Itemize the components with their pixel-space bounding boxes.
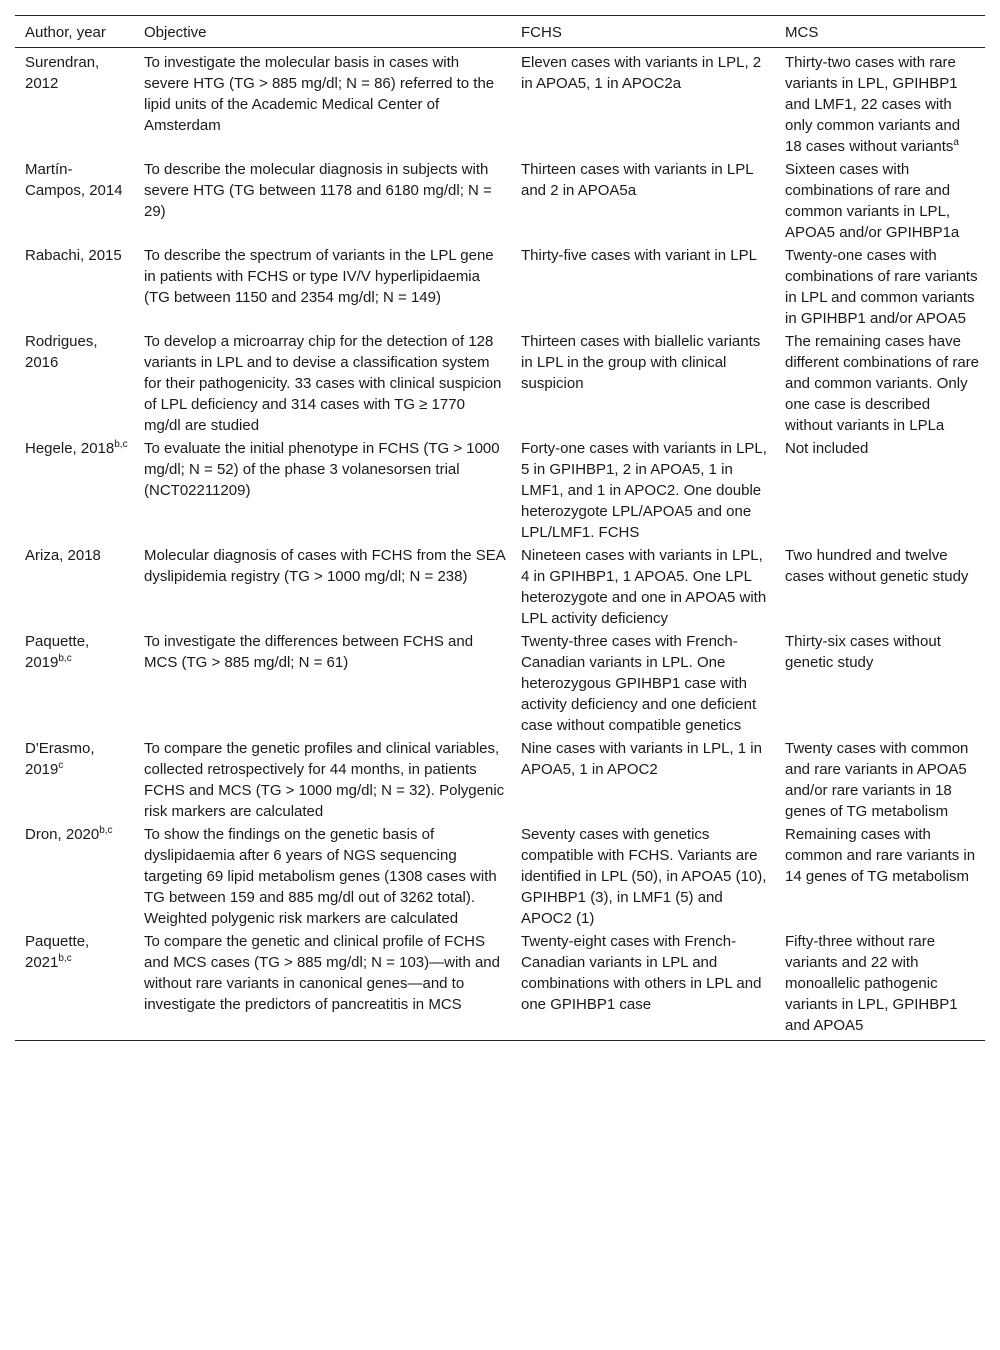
- cell-objective: Molecular diagnosis of cases with FCHS from the SEA dyslipidemia registry (TG > 1000 mg/dl; N = 238): [144, 547, 505, 585]
- table-header: [15, 16, 985, 48]
- footnote-marker: c: [58, 760, 64, 771]
- cell-objective: To develop a microarray chip for the detection of 128 variants in LPL and to devise a classification system for their pathogenicity. 33 cases with clinical suspicion of LPL deficiency and 314 cases with TG ≥ 1770 mg/dl are studied: [144, 333, 502, 434]
- cell-author: [15, 330, 134, 437]
- header-fchs: FCHS: [511, 16, 775, 48]
- cell-mcs: Thirty-six cases without genetic study: [785, 633, 941, 671]
- cell-fchs: Twenty-eight cases with French-Canadian variants in LPL and combinations with others in LPL and one GPIHBP1 case: [511, 930, 775, 1041]
- table-row: [15, 437, 985, 544]
- cell-author: [15, 544, 134, 630]
- header-objective: Objective: [134, 16, 511, 48]
- author-text: D'Erasmo, 2019: [25, 740, 95, 778]
- cell-fchs: Thirty-five cases with variant in LPL: [521, 247, 757, 264]
- table-row: [15, 244, 985, 330]
- table-row: [15, 737, 985, 823]
- cell-mcs: Twenty-one cases with combinations of rare variants in LPL and common variants in GPIHBP1 and/or APOA5: [785, 247, 978, 327]
- table-row: [15, 158, 985, 244]
- cell-objective: To show the findings on the genetic basis of dyslipidaemia after 6 years of NGS sequencing targeting 69 lipid metabolism genes (1308 cases with TG between 159 and 885 mg/dl out of 3262 total). Weighted polygenic risk markers are calculated: [144, 826, 497, 927]
- table-row: [15, 544, 985, 630]
- author-text: Martín-Campos, 2014: [25, 161, 123, 199]
- cell-fchs: Nine cases with variants in LPL, 1 in APOA5, 1 in APOC2: [521, 740, 762, 778]
- cell-fchs: Twenty-three cases with French-Canadian variants in LPL. One heterozygous GPIHBP1 case with activity deficiency and one deficient case without compatible genetics: [521, 633, 757, 734]
- genetic-studies-table: [15, 15, 985, 1041]
- cell-mcs: Two hundred and twelve cases without genetic study: [785, 547, 969, 585]
- footnote-marker: b,c: [114, 439, 128, 450]
- table-body: [15, 48, 985, 1041]
- cell-author: [15, 48, 134, 159]
- table-row: [15, 823, 985, 930]
- cell-author: [15, 158, 134, 244]
- cell-author: [15, 244, 134, 330]
- cell-objective: To compare the genetic profiles and clinical variables, collected retrospectively for 44 months, in patients FCHS and MCS (TG > 1000 mg/dl; N = 32). Polygenic risk markers are calculated: [144, 740, 505, 820]
- author-text: Paquette, 2021: [25, 933, 90, 971]
- cell-author: [15, 823, 134, 930]
- cell-mcs: Fifty-three without rare variants and 22 with monoallelic pathogenic variants in LPL, GPIHBP1 and APOA5: [775, 930, 985, 1041]
- header-author-year: Author, year: [15, 16, 134, 48]
- footnote-marker: a: [953, 137, 959, 148]
- cell-objective: To investigate the differences between FCHS and MCS (TG > 885 mg/dl; N = 61): [144, 633, 474, 671]
- cell-fchs: Thirteen cases with biallelic variants in LPL in the group with clinical suspicion: [521, 333, 761, 392]
- footnote-marker: b,c: [99, 825, 113, 836]
- cell-mcs: [775, 48, 985, 159]
- author-text: Ariza, 2018: [25, 547, 101, 564]
- cell-author: [15, 630, 134, 737]
- author-text: Rodrigues, 2016: [25, 333, 98, 371]
- cell-objective: To describe the molecular diagnosis in subjects with severe HTG (TG between 1178 and 6180 mg/dl; N = 29): [144, 161, 492, 220]
- table-row: [15, 48, 985, 159]
- cell-fchs: Forty-one cases with variants in LPL, 5 in GPIHBP1, 2 in APOA5, 1 in LMF1, and 1 in APOC2. One double heterozygote LPL/APOA5 and one LPL/LMF1. FCHS: [521, 440, 767, 541]
- cell-objective: To compare the genetic and clinical profile of FCHS and MCS cases (TG > 885 mg/dl; N = 103)—with and without rare variants in canonical genes—and to investigate the predictors of pancreatitis in MCS: [134, 930, 511, 1041]
- cell-mcs: Twenty cases with common and rare variants in APOA5 and/or rare variants in 18 genes of TG metabolism: [785, 740, 969, 820]
- cell-objective: To describe the spectrum of variants in the LPL gene in patients with FCHS or type IV/V hyperlipidaemia (TG between 1150 and 2354 mg/dl; N = 149): [144, 247, 494, 306]
- table-row: [15, 630, 985, 737]
- cell-objective: To evaluate the initial phenotype in FCHS (TG > 1000 mg/dl; N = 52) of the phase 3 volanesorsen trial (NCT02211209): [144, 440, 500, 499]
- cell-author: [15, 437, 134, 544]
- table-row: [15, 930, 985, 1041]
- table-row: [15, 330, 985, 437]
- cell-mcs: Remaining cases with common and rare variants in 14 genes of TG metabolism: [785, 826, 976, 885]
- cell-mcs: Not included: [785, 440, 869, 457]
- header-row: [15, 16, 985, 48]
- author-text: Dron, 2020: [25, 826, 100, 843]
- cell-author: [15, 930, 134, 1041]
- author-text: Rabachi, 2015: [25, 247, 122, 264]
- header-mcs: MCS: [775, 16, 985, 48]
- footnote-marker: b,c: [58, 953, 72, 964]
- cell-fchs: Nineteen cases with variants in LPL, 4 in GPIHBP1, 1 APOA5. One LPL heterozygote and one in APOA5 with LPL activity deficiency: [521, 547, 767, 627]
- cell-fchs: Thirteen cases with variants in LPL and 2 in APOA5a: [521, 161, 754, 199]
- footnote-marker: b,c: [58, 653, 72, 664]
- cell-mcs: The remaining cases have different combinations of rare and common variants. Only one case is described without variants in LPLa: [785, 333, 979, 434]
- cell-objective: To investigate the molecular basis in cases with severe HTG (TG > 885 mg/dl; N = 86) referred to the lipid units of the Academic Medical Center of Amsterdam: [144, 54, 495, 134]
- author-text: Paquette, 2019: [25, 633, 90, 671]
- table-container: [15, 15, 985, 1041]
- cell-mcs: Sixteen cases with combinations of rare and common variants in LPL, APOA5 and/or GPIHBP1a: [785, 161, 960, 241]
- cell-author: [15, 737, 134, 823]
- author-text: Hegele, 2018: [25, 440, 115, 457]
- cell-fchs: Eleven cases with variants in LPL, 2 in APOA5, 1 in APOC2a: [521, 54, 762, 92]
- mcs-text: Thirty-two cases with rare variants in LPL, GPIHBP1 and LMF1, 22 cases with only common variants and 18 cases without variants: [785, 54, 961, 155]
- author-text: Surendran, 2012: [25, 54, 100, 92]
- cell-fchs: Seventy cases with genetics compatible with FCHS. Variants are identified in LPL (50), in APOA5 (10), GPIHBP1 (3), in LMF1 (5) and APOC2 (1): [521, 826, 767, 927]
